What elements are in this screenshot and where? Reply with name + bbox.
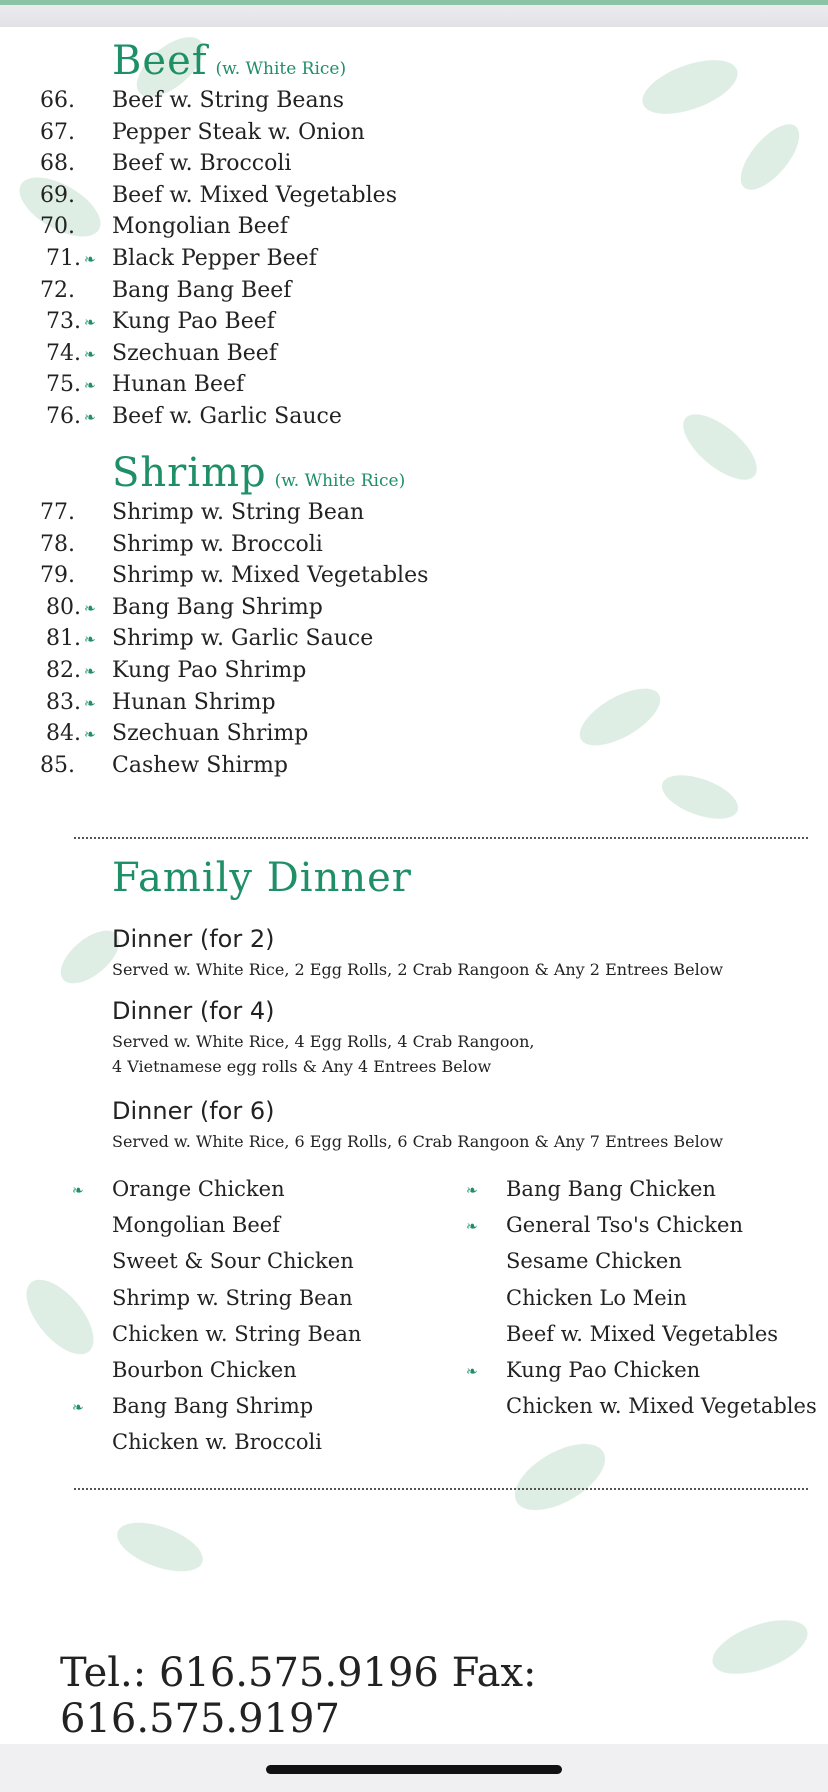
menu-item-name: Black Pepper Beef <box>112 246 317 271</box>
spicy-icon: ❧ <box>84 252 96 268</box>
spicy-icon: ❧ <box>84 315 96 332</box>
section-title: Beef <box>112 38 208 84</box>
entree-item: Shrimp w. String Bean <box>112 1285 353 1310</box>
menu-item-name: Shrimp w. Garlic Sauce <box>112 626 374 652</box>
entree-item: Chicken w. String Bean <box>112 1321 362 1346</box>
entree-item: Chicken w. Mixed Vegetables <box>506 1394 817 1419</box>
item-number: 84. <box>46 721 81 747</box>
item-number: 75. <box>46 372 81 398</box>
menu-item-name: Beef w. Garlic Sauce <box>112 404 342 429</box>
section-title: Shrimp <box>112 450 267 496</box>
item-number: 83. <box>46 689 81 715</box>
menu-item-name: Shrimp w. String Bean <box>112 500 365 525</box>
dinner-description: 4 Vietnamese egg rolls & Any 4 Entrees Below <box>112 1057 492 1076</box>
item-number: 67. <box>40 119 75 145</box>
menu-item-name: Beef w. Broccoli <box>112 151 292 177</box>
home-indicator[interactable] <box>266 1765 562 1774</box>
menu-item-name: Shrimp w. Broccoli <box>112 531 323 557</box>
item-number: 66. <box>40 88 75 113</box>
spicy-icon: ❧ <box>466 1219 478 1236</box>
entree-item: Bang Bang Shrimp <box>112 1394 314 1419</box>
entree-item: Kung Pao Chicken <box>506 1358 701 1382</box>
spicy-icon: ❧ <box>84 727 96 744</box>
entree-item: Bang Bang Chicken <box>506 1177 716 1201</box>
item-number: 79. <box>40 563 75 589</box>
entree-item: General Tso's Chicken <box>506 1213 743 1238</box>
menu-item-name: Shrimp w. Mixed Vegetables <box>112 563 429 589</box>
spicy-icon: ❧ <box>84 600 96 617</box>
contact-info: Tel.: 616.575.9196 Fax: 616.575.9197 <box>60 1650 537 1742</box>
item-number: 74. <box>46 340 81 366</box>
item-number: 85. <box>40 752 75 778</box>
spicy-icon: ❧ <box>72 1400 84 1417</box>
item-number: 76. <box>46 404 81 429</box>
item-number: 68. <box>40 151 75 177</box>
menu-item-name: Beef w. Mixed Vegetables <box>112 182 397 208</box>
section-subtitle: (w. White Rice) <box>215 59 347 79</box>
item-number: 73. <box>46 309 81 335</box>
family-dinner-heading: Family Dinner <box>112 855 412 901</box>
spicy-icon: ❧ <box>84 378 96 395</box>
menu-item-name: Mongolian Beef <box>112 214 288 240</box>
entree-item: Mongolian Beef <box>112 1213 280 1238</box>
menu-item-name: Kung Pao Beef <box>112 309 275 335</box>
divider <box>74 837 808 839</box>
spicy-icon: ❧ <box>84 695 96 712</box>
section-subtitle: (w. White Rice) <box>274 471 406 491</box>
divider <box>74 1488 808 1490</box>
item-number: 80. <box>46 594 81 620</box>
menu-item-name: Szechuan Beef <box>112 340 277 366</box>
spicy-icon: ❧ <box>84 664 96 680</box>
spicy-icon: ❧ <box>84 632 96 649</box>
menu-item-name: Beef w. String Beans <box>112 88 345 113</box>
entree-item: Bourbon Chicken <box>112 1358 297 1382</box>
entree-item: Sesame Chicken <box>506 1249 682 1274</box>
beef-heading <box>112 38 346 84</box>
item-number: 71. <box>46 246 81 271</box>
entree-item: Chicken w. Broccoli <box>112 1430 322 1455</box>
item-number: 72. <box>40 277 75 303</box>
item-number: 78. <box>40 531 75 557</box>
entree-item: Orange Chicken <box>112 1177 285 1201</box>
menu-item-name: Pepper Steak w. Onion <box>112 119 365 145</box>
item-number: 81. <box>46 626 81 652</box>
menu-item-name: Bang Bang Shrimp <box>112 594 323 620</box>
dinner-description: Served w. White Rice, 6 Egg Rolls, 6 Crab Rangoon & Any 7 Entrees Below <box>112 1132 724 1151</box>
dinner-title: Dinner (for 4) <box>112 997 275 1025</box>
item-number: 69. <box>40 182 75 208</box>
entree-item: Chicken Lo Mein <box>506 1285 687 1310</box>
dinner-title: Dinner (for 2) <box>112 925 275 953</box>
entree-item: Sweet & Sour Chicken <box>112 1249 354 1274</box>
menu-item-name: Kung Pao Shrimp <box>112 658 307 683</box>
entree-item: Beef w. Mixed Vegetables <box>506 1321 779 1346</box>
item-number: 70. <box>40 214 75 240</box>
spicy-icon: ❧ <box>84 410 96 426</box>
dinner-title: Dinner (for 6) <box>112 1097 275 1125</box>
spicy-icon: ❧ <box>466 1364 478 1380</box>
item-number: 77. <box>40 500 75 525</box>
shrimp-heading <box>112 450 405 496</box>
spicy-icon: ❧ <box>84 346 96 363</box>
browser-toolbar <box>0 5 828 27</box>
menu-item-name: Hunan Beef <box>112 372 245 398</box>
item-number: 82. <box>46 658 81 683</box>
menu-item-name: Bang Bang Beef <box>112 277 292 303</box>
dinner-description: Served w. White Rice, 4 Egg Rolls, 4 Crab Rangoon, <box>112 1032 535 1051</box>
menu-item-name: Cashew Shirmp <box>112 752 288 778</box>
menu-item-name: Szechuan Shrimp <box>112 721 309 747</box>
dinner-description: Served w. White Rice, 2 Egg Rolls, 2 Crab Rangoon & Any 2 Entrees Below <box>112 960 724 979</box>
menu-item-name: Hunan Shrimp <box>112 689 276 715</box>
spicy-icon: ❧ <box>466 1183 478 1199</box>
spicy-icon: ❧ <box>72 1183 84 1199</box>
